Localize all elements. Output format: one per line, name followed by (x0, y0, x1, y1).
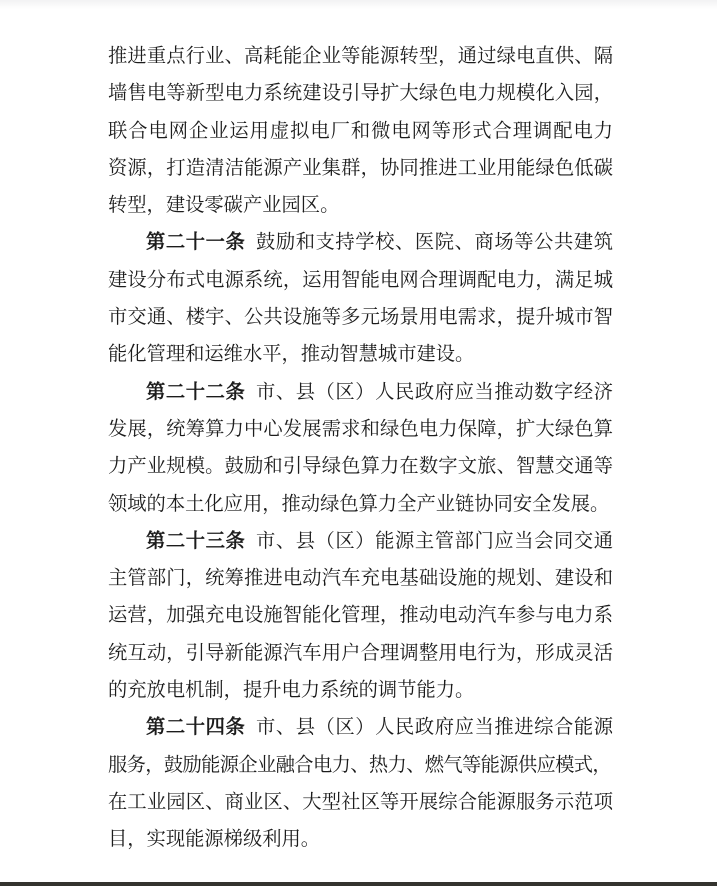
line-text: 市、县（区）人民政府应当推进综合能源 (255, 717, 613, 739)
line-text: 市交通、楼宇、公共设施等多元场景用电需求，提升城市智 (108, 307, 613, 329)
text-line (108, 75, 613, 112)
text-line (108, 150, 613, 187)
article-number: 第二十二条 (146, 381, 246, 403)
text-line (108, 299, 613, 336)
paragraph (108, 224, 613, 373)
line-text: 领域的本土化应用，推动绿色算力全产业链协同安全发展。 (108, 493, 610, 515)
text-line (108, 672, 613, 709)
text-line (108, 38, 613, 75)
line-text: 联合电网企业运用虚拟电厂和微电网等形式合理调配电力 (108, 120, 613, 142)
text-line (108, 821, 613, 858)
line-text: 推进重点行业、高耗能企业等能源转型，通过绿电直供、隔 (108, 46, 613, 67)
line-text: 墙售电等新型电力系统建设引导扩大绿色电力规模化入园， (108, 83, 613, 105)
line-text: 发展，统筹算力中心发展需求和绿色电力保障，扩大绿色算 (108, 418, 613, 440)
line-text: 资源，打造清洁能源产业集群，协同推进工业用能绿色低碳 (108, 157, 613, 179)
document-text (108, 38, 613, 859)
text-line (108, 747, 613, 784)
text-line (108, 336, 613, 373)
text-line (108, 709, 613, 746)
line-text: 力产业规模。鼓励和引导绿色算力在数字文旅、智慧交通等 (108, 456, 613, 478)
text-line (108, 113, 613, 150)
line-text: 在工业园区、商业区、大型社区等开展综合能源服务示范项 (108, 791, 613, 813)
text-line (108, 597, 613, 634)
line-text: 运营，加强充电设施智能化管理，推动电动汽车参与电力系 (108, 605, 613, 627)
line-text: 能化管理和运维水平，推动智慧城市建设。 (108, 344, 475, 366)
text-line (108, 374, 613, 411)
paragraph (108, 38, 613, 224)
article-number: 第二十三条 (146, 530, 246, 552)
text-line (108, 224, 613, 261)
line-text: 市、县（区）能源主管部门应当会同交通 (255, 530, 613, 552)
line-text: 主管部门，统筹推进电动汽车充电基础设施的规划、建设和 (108, 568, 613, 590)
line-text: 鼓励和支持学校、医院、商场等公共建筑 (255, 232, 613, 254)
text-line (108, 560, 613, 597)
text-line (108, 486, 613, 523)
text-line (108, 448, 613, 485)
line-text: 的充放电机制，提升电力系统的调节能力。 (108, 680, 475, 702)
line-text: 市、县（区）人民政府应当推动数字经济 (255, 381, 613, 403)
text-line (108, 635, 613, 672)
line-text: 转型，建设零碳产业园区。 (108, 195, 340, 217)
text-line (108, 523, 613, 560)
bottom-divider-bar (0, 882, 717, 886)
line-text: 目，实现能源梯级利用。 (108, 829, 321, 851)
text-line (108, 411, 613, 448)
line-text: 建设分布式电源系统，运用智能电网合理调配电力，满足城 (108, 269, 613, 291)
page-top-fade (0, 0, 717, 9)
article-number: 第二十一条 (146, 232, 246, 254)
paragraph (108, 523, 613, 709)
text-line (108, 262, 613, 299)
line-text: 服务，鼓励能源企业融合电力、热力、燃气等能源供应模式， (108, 754, 612, 776)
text-line (108, 784, 613, 821)
text-line (108, 187, 613, 224)
line-text: 统互动，引导新能源汽车用户合理调整用电行为，形成灵活 (108, 642, 613, 664)
article-number: 第二十四条 (146, 717, 246, 739)
paragraph (108, 374, 613, 523)
paragraph (108, 709, 613, 858)
